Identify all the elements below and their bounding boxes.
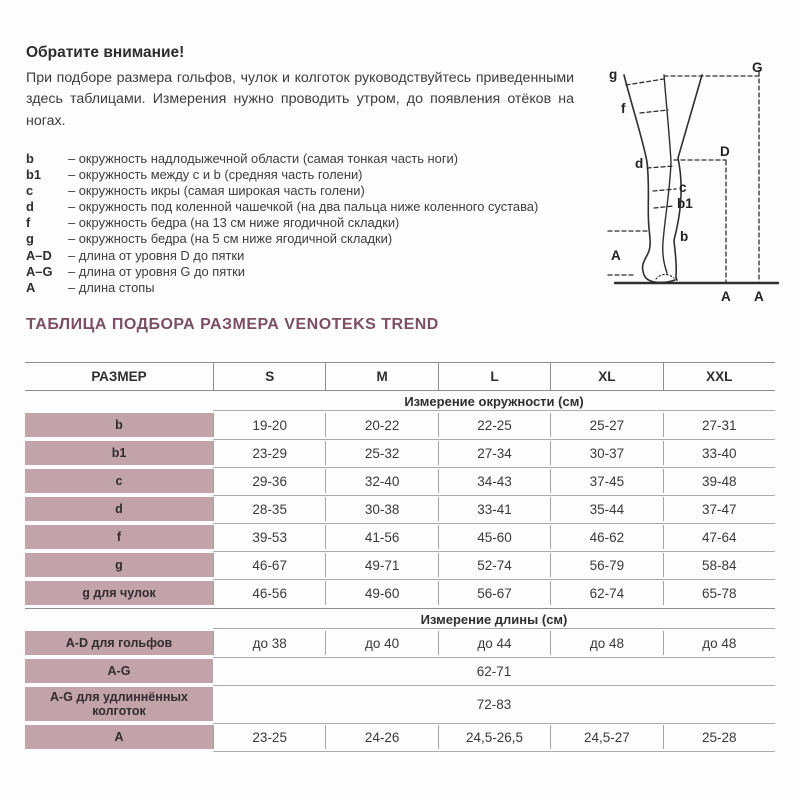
header-cell-l: L: [438, 363, 550, 390]
header-cell-size: РАЗМЕР: [91, 369, 147, 384]
value-xxl: 47-64: [663, 525, 775, 549]
value-xxl: 37-47: [663, 497, 775, 521]
value-xl: 24,5-27: [550, 725, 662, 749]
leg-outline-left: [624, 75, 675, 282]
value-l: 24,5-26,5: [438, 725, 550, 749]
value-s: 39-53: [213, 525, 325, 549]
value-m: 30-38: [325, 497, 437, 521]
legend-desc: – окружность между c и b (средняя часть голени): [68, 167, 363, 183]
value-xl: 56-79: [550, 553, 662, 577]
value-l: до 44: [438, 631, 550, 655]
merged-value: 72-83: [476, 696, 512, 712]
value-xl: 35-44: [550, 497, 662, 521]
diagram-label-A-left: A: [611, 248, 621, 263]
row-ag-tights: [25, 687, 775, 721]
diagram-label-D: D: [720, 144, 730, 159]
legend-key: b1: [26, 167, 42, 183]
notice-title: Обратите внимание!: [26, 44, 185, 61]
measure-line-f: [640, 110, 668, 113]
value-m: 49-60: [325, 581, 437, 605]
value-m: 20-22: [325, 413, 437, 437]
row-g-stockings: [25, 581, 775, 605]
header-cell-xxl: XXL: [663, 363, 775, 390]
value-s: 28-35: [213, 497, 325, 521]
row-label: A: [25, 725, 213, 749]
row-ag: [25, 659, 775, 683]
diagram-label-d: d: [635, 156, 644, 171]
legend-desc: – длина стопы: [68, 279, 155, 295]
row-b: [25, 413, 775, 437]
value-xxl: 27-31: [663, 413, 775, 437]
value-l: 33-41: [438, 497, 550, 521]
row-g: [25, 553, 775, 577]
section-spacer: [25, 391, 213, 411]
leg-outline-middle: [663, 75, 671, 273]
value-s: 19-20: [213, 413, 325, 437]
notice-block: [26, 44, 574, 132]
value-s: 29-36: [213, 469, 325, 493]
measure-line-g: [626, 79, 664, 85]
legend-item-f: [26, 215, 591, 231]
value-l: 22-25: [438, 413, 550, 437]
value-xxl: 39-48: [663, 469, 775, 493]
diagram-label-c: c: [679, 180, 687, 195]
size-table-header-row: [25, 362, 775, 390]
row-label: d: [25, 497, 213, 521]
size-table: [25, 362, 775, 749]
row-label: g: [25, 553, 213, 577]
value-l: 34-43: [438, 469, 550, 493]
row-f: [25, 525, 775, 549]
legend-item-d: [26, 199, 591, 215]
value-xxl: 33-40: [663, 441, 775, 465]
legend-item-ad: [26, 248, 591, 264]
legend-item-ag: [26, 264, 591, 280]
diagram-label-b1: b1: [677, 196, 693, 211]
legend-item-b1: [26, 167, 591, 183]
diagram-label-A-bottom-2: A: [754, 289, 764, 304]
legend-key: f: [26, 215, 31, 231]
legend-desc: – окружность бедра (на 5 см ниже ягодичной складки): [68, 231, 393, 247]
value-s: 46-67: [213, 553, 325, 577]
value-xl: 30-37: [550, 441, 662, 465]
merged-value: 62-71: [476, 663, 512, 679]
leg-measurement-diagram: [588, 42, 793, 307]
value-m: 25-32: [325, 441, 437, 465]
value-m: 24-26: [325, 725, 437, 749]
value-xl: до 48: [550, 631, 662, 655]
row-ad-golfs: [25, 631, 775, 655]
legend-item-g: [26, 231, 591, 247]
legend-key: A: [26, 279, 36, 295]
row-label: g для чулок: [25, 581, 213, 605]
section-length-header: [25, 608, 775, 629]
row-label: A-D для гольфов: [25, 631, 213, 655]
value-s: 23-25: [213, 725, 325, 749]
foot-toe-dotted-line: [656, 274, 674, 279]
diagram-label-f: f: [621, 101, 626, 116]
legend-desc: – окружность под коленной чашечкой (на два пальца ниже коленного сустава): [68, 199, 539, 215]
legend-item-b: [26, 151, 591, 167]
row-d: [25, 497, 775, 521]
value-l: 27-34: [438, 441, 550, 465]
row-a: [25, 725, 775, 749]
value-xl: 25-27: [550, 413, 662, 437]
value-xxl: 58-84: [663, 553, 775, 577]
legend-key: A–G: [26, 263, 53, 279]
row-label: b: [25, 413, 213, 437]
legend-desc: – окружность икры (самая широкая часть голени): [68, 183, 365, 199]
value-xxl: до 48: [663, 631, 775, 655]
measure-line-b1: [654, 206, 674, 208]
diagram-label-b: b: [680, 229, 689, 244]
section-circumference-title: Измерение окружности (см): [404, 393, 584, 409]
legend-item-c: [26, 183, 591, 199]
value-s: до 38: [213, 631, 325, 655]
value-xl: 46-62: [550, 525, 662, 549]
measure-line-c: [653, 189, 676, 191]
section-length-title: Измерение длины (см): [420, 611, 568, 627]
legend-key: c: [26, 183, 34, 199]
legend-key: g: [26, 231, 34, 247]
value-xl: 62-74: [550, 581, 662, 605]
diagram-label-G: G: [752, 60, 763, 75]
value-xxl: 25-28: [663, 725, 775, 749]
leg-outline-right: [674, 75, 702, 280]
row-label: A-G: [25, 659, 213, 683]
row-b1: [25, 441, 775, 465]
legend-key: b: [26, 151, 34, 166]
header-cell-s: S: [213, 363, 325, 390]
legend-key: A–D: [26, 247, 52, 263]
legend-desc: – окружность бедра (на 13 см ниже ягодичной складки): [68, 215, 400, 231]
value-xxl: 65-78: [663, 581, 775, 605]
row-label: A-G для удлиннённых колготок: [25, 687, 213, 721]
legend-desc: – длина от уровня D до пятки: [68, 247, 245, 263]
measurement-legend: [26, 151, 591, 296]
value-m: до 40: [325, 631, 437, 655]
legend-desc: – длина от уровня G до пятки: [68, 263, 245, 279]
value-l: 56-67: [438, 581, 550, 605]
notice-body: При подборе размера гольфов, чулок и колготок руководствуйтесь приведенными здесь таблицами. Измерения нужно проводить утром, до появления отёков на ногах.: [26, 70, 574, 129]
value-l: 52-74: [438, 553, 550, 577]
section-circumference-header: [25, 390, 775, 411]
row-label: f: [25, 525, 213, 549]
value-s: 23-29: [213, 441, 325, 465]
value-m: 32-40: [325, 469, 437, 493]
legend-item-a: [26, 280, 591, 296]
diagram-label-A-bottom-1: A: [721, 289, 731, 304]
section-spacer: [25, 609, 213, 629]
legend-desc: – окружность надлодыжечной области (самая тонкая часть ноги): [68, 151, 459, 166]
row-label: b1: [25, 441, 213, 465]
value-l: 45-60: [438, 525, 550, 549]
legend-key: d: [26, 199, 34, 215]
size-table-title: ТАБЛИЦА ПОДБОРА РАЗМЕРА VENOTEKS TREND: [26, 316, 439, 333]
row-c: [25, 469, 775, 493]
row-label: c: [25, 469, 213, 493]
header-cell-m: M: [325, 363, 437, 390]
value-m: 49-71: [325, 553, 437, 577]
measure-line-d: [647, 166, 674, 168]
value-m: 41-56: [325, 525, 437, 549]
header-cell-xl: XL: [550, 363, 662, 390]
diagram-label-g: g: [609, 67, 618, 82]
value-s: 46-56: [213, 581, 325, 605]
leg-diagram-svg: [588, 42, 793, 307]
value-xl: 37-45: [550, 469, 662, 493]
